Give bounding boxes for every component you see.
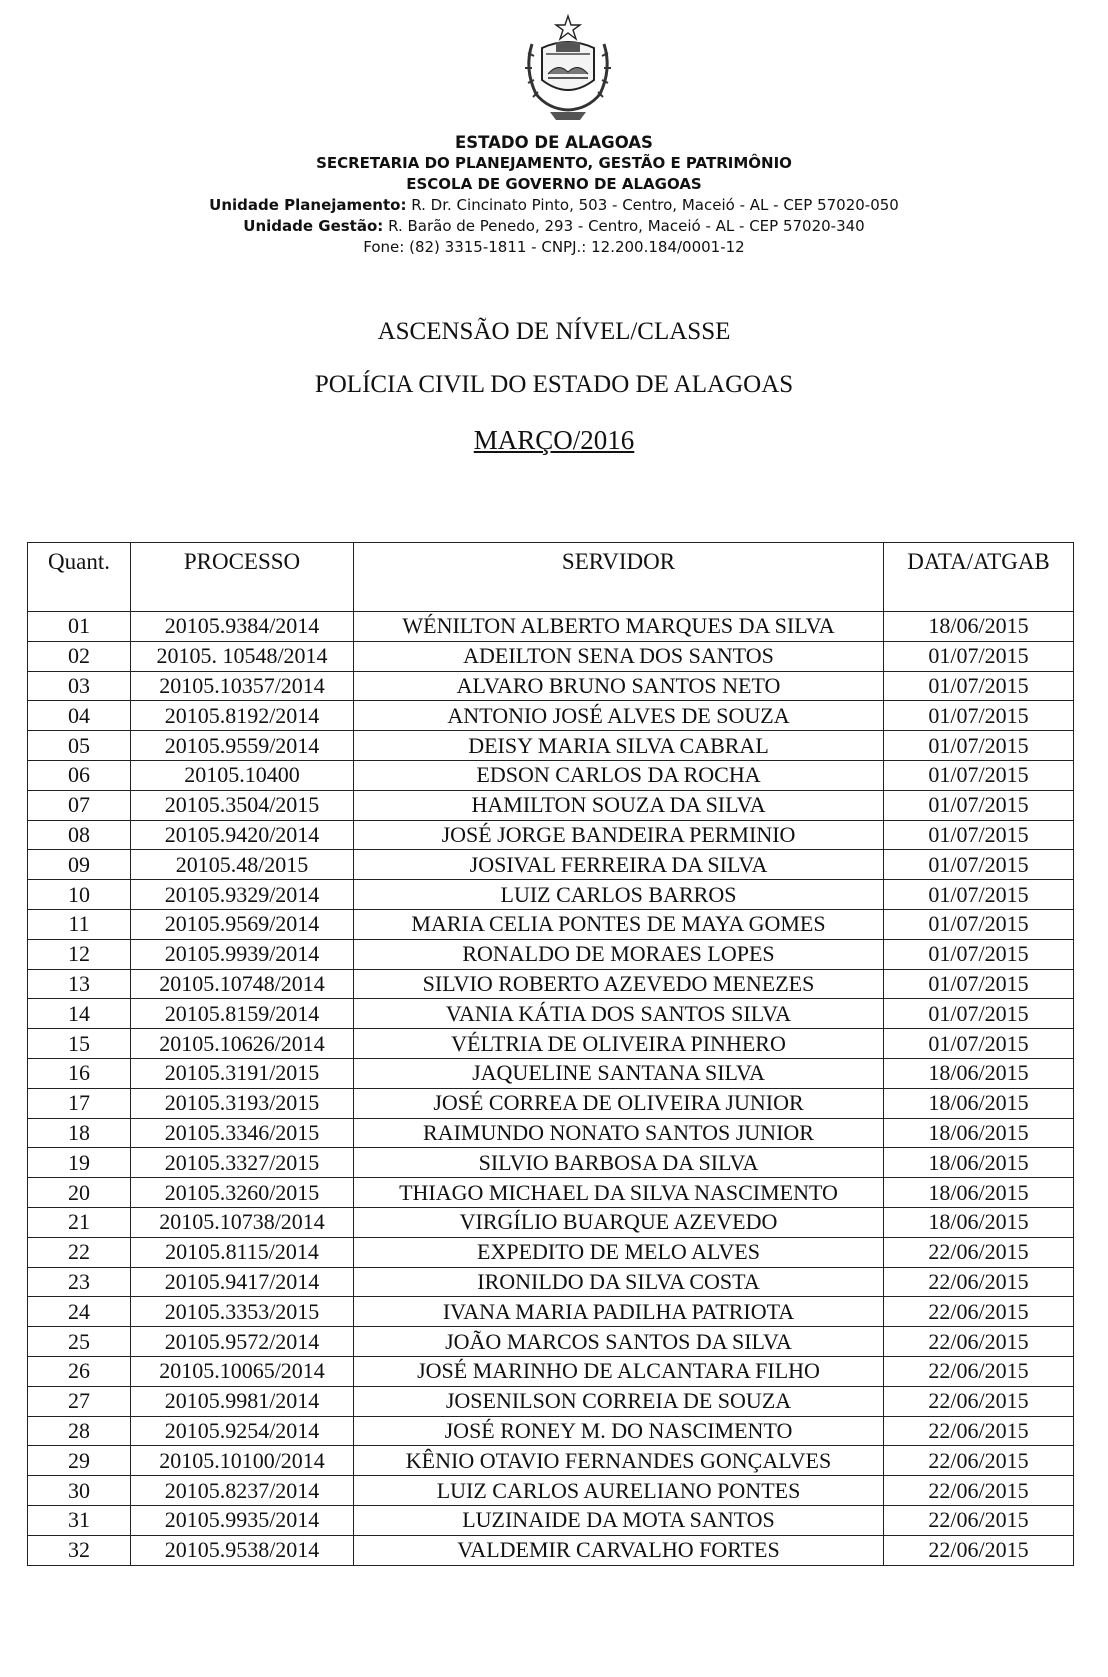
cell-processo: 20105.9384/2014	[131, 612, 354, 642]
cell-servidor: RAIMUNDO NONATO SANTOS JUNIOR	[354, 1118, 884, 1148]
cell-data: 01/07/2015	[884, 1029, 1074, 1059]
cell-servidor: ALVARO BRUNO SANTOS NETO	[354, 671, 884, 701]
cell-data: 22/06/2015	[884, 1505, 1074, 1535]
cell-processo: 20105.9538/2014	[131, 1535, 354, 1565]
cell-servidor: VALDEMIR CARVALHO FORTES	[354, 1535, 884, 1565]
cell-servidor: VANIA KÁTIA DOS SANTOS SILVA	[354, 999, 884, 1029]
cell-processo: 20105.48/2015	[131, 850, 354, 880]
table-row	[28, 701, 1074, 731]
cell-servidor: MARIA CELIA PONTES DE MAYA GOMES	[354, 909, 884, 939]
cell-quant: 15	[28, 1029, 131, 1059]
cell-servidor: DEISY MARIA SILVA CABRAL	[354, 731, 884, 761]
cell-data: 01/07/2015	[884, 850, 1074, 880]
cell-data: 18/06/2015	[884, 1088, 1074, 1118]
cell-quant: 23	[28, 1267, 131, 1297]
table-row	[28, 671, 1074, 701]
cell-servidor: LUIZ CARLOS AURELIANO PONTES	[354, 1476, 884, 1506]
cell-quant: 16	[28, 1058, 131, 1088]
cell-processo: 20105.3260/2015	[131, 1178, 354, 1208]
cell-quant: 10	[28, 880, 131, 910]
table-row	[28, 1237, 1074, 1267]
document-period: MARÇO/2016	[473, 425, 635, 455]
cell-servidor: JOSENILSON CORREIA DE SOUZA	[354, 1386, 884, 1416]
planning-unit-label: Unidade Planejamento:	[209, 196, 407, 214]
cell-processo: 20105.10357/2014	[131, 671, 354, 701]
cell-servidor: EXPEDITO DE MELO ALVES	[354, 1237, 884, 1267]
cell-quant: 06	[28, 760, 131, 790]
cell-processo: 20105.10626/2014	[131, 1029, 354, 1059]
cell-processo: 20105.10400	[131, 760, 354, 790]
cell-servidor: JOSÉ MARINHO DE ALCANTARA FILHO	[354, 1356, 884, 1386]
promotion-table	[27, 542, 1074, 1566]
cell-servidor: SILVIO ROBERTO AZEVEDO MENEZES	[354, 969, 884, 999]
cell-servidor: VÉLTRIA DE OLIVEIRA PINHERO	[354, 1029, 884, 1059]
cell-servidor: KÊNIO OTAVIO FERNANDES GONÇALVES	[354, 1446, 884, 1476]
table-row	[28, 820, 1074, 850]
cell-servidor: JOSIVAL FERREIRA DA SILVA	[354, 850, 884, 880]
cell-servidor: IVANA MARIA PADILHA PATRIOTA	[354, 1297, 884, 1327]
cell-quant: 27	[28, 1386, 131, 1416]
cell-servidor: THIAGO MICHAEL DA SILVA NASCIMENTO	[354, 1178, 884, 1208]
cell-servidor: WÉNILTON ALBERTO MARQUES DA SILVA	[354, 612, 884, 642]
table-row	[28, 731, 1074, 761]
cell-processo: 20105.9981/2014	[131, 1386, 354, 1416]
cell-processo: 20105.3504/2015	[131, 790, 354, 820]
cell-data: 22/06/2015	[884, 1476, 1074, 1506]
cell-servidor: SILVIO BARBOSA DA SILVA	[354, 1148, 884, 1178]
table-header-row	[28, 543, 1074, 612]
cell-data: 01/07/2015	[884, 820, 1074, 850]
table-row	[28, 1505, 1074, 1535]
table-row	[28, 1356, 1074, 1386]
table-row	[28, 1178, 1074, 1208]
cell-processo: 20105.9559/2014	[131, 731, 354, 761]
cell-servidor: LUIZ CARLOS BARROS	[354, 880, 884, 910]
cell-quant: 18	[28, 1118, 131, 1148]
table-row	[28, 939, 1074, 969]
cell-data: 01/07/2015	[884, 880, 1074, 910]
cell-processo: 20105.9569/2014	[131, 909, 354, 939]
table-row	[28, 1207, 1074, 1237]
table-row	[28, 969, 1074, 999]
cell-data: 01/07/2015	[884, 760, 1074, 790]
cell-data: 22/06/2015	[884, 1416, 1074, 1446]
table-body	[28, 612, 1074, 1566]
table-row	[28, 1148, 1074, 1178]
cell-quant: 02	[28, 641, 131, 671]
cell-servidor: RONALDO DE MORAES LOPES	[354, 939, 884, 969]
cell-quant: 19	[28, 1148, 131, 1178]
table-row	[28, 1476, 1074, 1506]
cell-quant: 03	[28, 671, 131, 701]
table-row	[28, 1386, 1074, 1416]
cell-processo: 20105.10748/2014	[131, 969, 354, 999]
cell-servidor: JOSÉ JORGE BANDEIRA PERMINIO	[354, 820, 884, 850]
cell-data: 22/06/2015	[884, 1297, 1074, 1327]
cell-processo: 20105.3191/2015	[131, 1058, 354, 1088]
cell-data: 01/07/2015	[884, 671, 1074, 701]
cell-data: 18/06/2015	[884, 612, 1074, 642]
letterhead-planning-unit	[0, 195, 1108, 216]
cell-quant: 20	[28, 1178, 131, 1208]
header-processo: PROCESSO	[131, 543, 354, 612]
cell-processo: 20105.9329/2014	[131, 880, 354, 910]
table-row	[28, 1416, 1074, 1446]
cell-processo: 20105.9939/2014	[131, 939, 354, 969]
cell-processo: 20105.10100/2014	[131, 1446, 354, 1476]
cell-quant: 12	[28, 939, 131, 969]
cell-processo: 20105.3327/2015	[131, 1148, 354, 1178]
cell-processo: 20105.8159/2014	[131, 999, 354, 1029]
table-row	[28, 999, 1074, 1029]
header-quant: Quant.	[28, 543, 131, 612]
table-row	[28, 1029, 1074, 1059]
cell-data: 01/07/2015	[884, 999, 1074, 1029]
cell-data: 22/06/2015	[884, 1267, 1074, 1297]
cell-data: 22/06/2015	[884, 1327, 1074, 1357]
management-unit-address: R. Barão de Penedo, 293 - Centro, Maceió - AL - CEP 57020-340	[388, 217, 865, 235]
cell-quant: 13	[28, 969, 131, 999]
cell-quant: 08	[28, 820, 131, 850]
cell-processo: 20105.9935/2014	[131, 1505, 354, 1535]
cell-processo: 20105.8192/2014	[131, 701, 354, 731]
table-row	[28, 909, 1074, 939]
cell-data: 18/06/2015	[884, 1178, 1074, 1208]
cell-processo: 20105.8115/2014	[131, 1237, 354, 1267]
table-row	[28, 790, 1074, 820]
table-row	[28, 880, 1074, 910]
cell-processo: 20105.8237/2014	[131, 1476, 354, 1506]
cell-quant: 29	[28, 1446, 131, 1476]
letterhead-management-unit	[0, 216, 1108, 237]
cell-processo: 20105.9572/2014	[131, 1327, 354, 1357]
cell-quant: 05	[28, 731, 131, 761]
table-row	[28, 1267, 1074, 1297]
cell-servidor: ADEILTON SENA DOS SANTOS	[354, 641, 884, 671]
cell-data: 01/07/2015	[884, 731, 1074, 761]
document-subtitle: POLÍCIA CIVIL DO ESTADO DE ALAGOAS	[314, 371, 794, 398]
cell-servidor: JOÃO MARCOS SANTOS DA SILVA	[354, 1327, 884, 1357]
cell-servidor: VIRGÍLIO BUARQUE AZEVEDO	[354, 1207, 884, 1237]
cell-servidor: HAMILTON SOUZA DA SILVA	[354, 790, 884, 820]
cell-quant: 17	[28, 1088, 131, 1118]
cell-data: 18/06/2015	[884, 1118, 1074, 1148]
cell-quant: 21	[28, 1207, 131, 1237]
cell-data: 22/06/2015	[884, 1386, 1074, 1416]
cell-quant: 09	[28, 850, 131, 880]
cell-servidor: ANTONIO JOSÉ ALVES DE SOUZA	[354, 701, 884, 731]
cell-quant: 01	[28, 612, 131, 642]
cell-quant: 14	[28, 999, 131, 1029]
cell-data: 01/07/2015	[884, 939, 1074, 969]
state-coat-of-arms-icon	[522, 14, 614, 124]
cell-data: 22/06/2015	[884, 1237, 1074, 1267]
cell-quant: 26	[28, 1356, 131, 1386]
letterhead	[0, 132, 1108, 258]
cell-quant: 28	[28, 1416, 131, 1446]
letterhead-school: ESCOLA DE GOVERNO DE ALAGOAS	[406, 175, 702, 193]
cell-quant: 04	[28, 701, 131, 731]
document-title: ASCENSÃO DE NÍVEL/CLASSE	[377, 318, 731, 345]
cell-servidor: EDSON CARLOS DA ROCHA	[354, 760, 884, 790]
header-servidor: SERVIDOR	[354, 543, 884, 612]
cell-processo: 20105.10738/2014	[131, 1207, 354, 1237]
cell-processo: 20105.3353/2015	[131, 1297, 354, 1327]
letterhead-secretariat: SECRETARIA DO PLANEJAMENTO, GESTÃO E PATRIMÔNIO	[316, 154, 792, 172]
table-row	[28, 1535, 1074, 1565]
cell-data: 18/06/2015	[884, 1058, 1074, 1088]
header-data-atgab: DATA/ATGAB	[884, 543, 1074, 612]
table-row	[28, 1446, 1074, 1476]
cell-quant: 25	[28, 1327, 131, 1357]
table-row	[28, 641, 1074, 671]
management-unit-label: Unidade Gestão:	[243, 217, 384, 235]
cell-quant: 30	[28, 1476, 131, 1506]
cell-data: 18/06/2015	[884, 1148, 1074, 1178]
cell-data: 01/07/2015	[884, 790, 1074, 820]
cell-processo: 20105.3346/2015	[131, 1118, 354, 1148]
cell-quant: 22	[28, 1237, 131, 1267]
table-row	[28, 850, 1074, 880]
table-row	[28, 612, 1074, 642]
letterhead-state: ESTADO DE ALAGOAS	[455, 133, 653, 152]
cell-data: 22/06/2015	[884, 1446, 1074, 1476]
table-row	[28, 1297, 1074, 1327]
cell-processo: 20105.10065/2014	[131, 1356, 354, 1386]
cell-quant: 31	[28, 1505, 131, 1535]
cell-data: 01/07/2015	[884, 701, 1074, 731]
cell-processo: 20105.9417/2014	[131, 1267, 354, 1297]
table-row	[28, 1088, 1074, 1118]
table-row	[28, 760, 1074, 790]
cell-processo: 20105.9254/2014	[131, 1416, 354, 1446]
cell-data: 18/06/2015	[884, 1207, 1074, 1237]
cell-servidor: JOSÉ CORREA DE OLIVEIRA JUNIOR	[354, 1088, 884, 1118]
cell-processo: 20105.9420/2014	[131, 820, 354, 850]
cell-servidor: LUZINAIDE DA MOTA SANTOS	[354, 1505, 884, 1535]
cell-data: 22/06/2015	[884, 1356, 1074, 1386]
cell-data: 01/07/2015	[884, 909, 1074, 939]
cell-servidor: IRONILDO DA SILVA COSTA	[354, 1267, 884, 1297]
cell-servidor: JOSÉ RONEY M. DO NASCIMENTO	[354, 1416, 884, 1446]
table-row	[28, 1327, 1074, 1357]
cell-quant: 24	[28, 1297, 131, 1327]
cell-servidor: JAQUELINE SANTANA SILVA	[354, 1058, 884, 1088]
letterhead-contact: Fone: (82) 3315-1811 - CNPJ.: 12.200.184/0001-12	[363, 238, 745, 256]
planning-unit-address: R. Dr. Cincinato Pinto, 503 - Centro, Maceió - AL - CEP 57020-050	[411, 196, 899, 214]
table-row	[28, 1118, 1074, 1148]
cell-processo: 20105. 10548/2014	[131, 641, 354, 671]
cell-data: 01/07/2015	[884, 969, 1074, 999]
table-row	[28, 1058, 1074, 1088]
cell-data: 22/06/2015	[884, 1535, 1074, 1565]
cell-processo: 20105.3193/2015	[131, 1088, 354, 1118]
cell-quant: 32	[28, 1535, 131, 1565]
cell-quant: 07	[28, 790, 131, 820]
cell-data: 01/07/2015	[884, 641, 1074, 671]
cell-quant: 11	[28, 909, 131, 939]
